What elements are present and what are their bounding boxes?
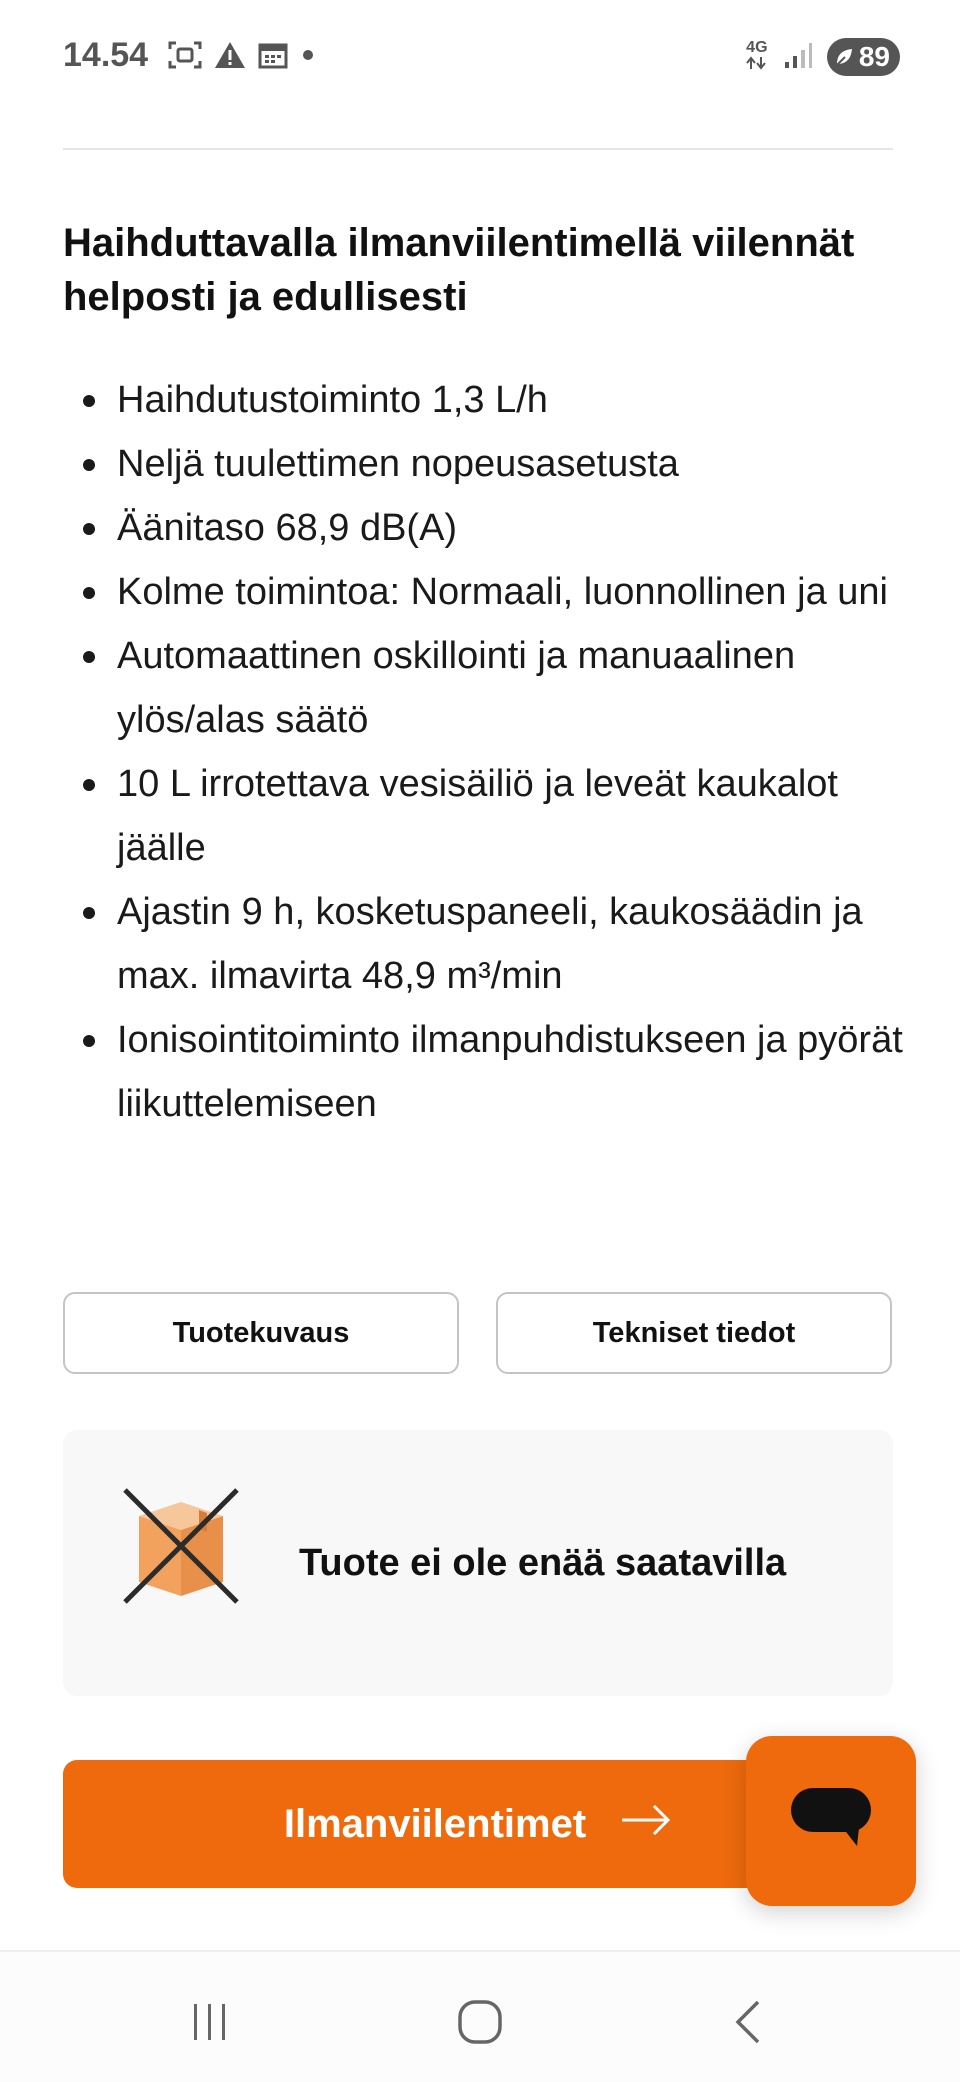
home-icon (456, 1998, 504, 2051)
cta-label: Ilmanviilentimet (283, 1801, 587, 1846)
feature-item: Neljä tuulettimen nopeusasetusta (63, 432, 903, 496)
top-divider (63, 148, 893, 150)
status-system-icons (745, 38, 900, 76)
chat-button[interactable] (746, 1736, 916, 1906)
home-button[interactable] (450, 1996, 510, 2052)
back-button[interactable] (718, 1996, 778, 2052)
unavailable-message: Tuote ei ole enää saatavilla (299, 1542, 787, 1584)
warning-icon (214, 40, 246, 75)
status-time: 14.54 (63, 36, 149, 74)
network-indicator (745, 40, 769, 75)
back-icon (728, 1998, 768, 2051)
feature-list (63, 368, 903, 1136)
recent-apps-icon (188, 2000, 232, 2049)
availability-card (63, 1430, 893, 1696)
feature-item: Äänitaso 68,9 dB(A) (63, 496, 903, 560)
product-description-button[interactable]: Tuotekuvaus (63, 1292, 459, 1374)
recent-apps-button[interactable] (180, 1996, 240, 2052)
signal-icon (783, 40, 813, 75)
technical-details-button[interactable]: Tekniset tiedot (496, 1292, 892, 1374)
system-navigation-bar (0, 1950, 960, 2082)
status-notification-icons (168, 40, 316, 75)
battery-level: 89 (858, 41, 890, 72)
feature-item: Kolme toimintoa: Normaali, luonnollinen ja uni (63, 560, 903, 624)
arrow-right-icon (620, 1802, 672, 1847)
feature-item: Automaattinen oskillointi ja manuaalinen ylös/alas säätö (63, 624, 903, 752)
screenshot-icon (168, 40, 202, 75)
feature-item: Haihdutustoiminto 1,3 L/h (63, 368, 903, 432)
battery-indicator (827, 38, 900, 76)
unavailable-box-icon (119, 1484, 243, 1608)
notification-dot-icon (300, 47, 316, 68)
data-arrows-icon (745, 56, 769, 70)
calendar-icon (258, 40, 288, 75)
feature-item: Ionisointitoiminto ilmanpuhdistukseen ja pyörät liikuttelemiseen (63, 1008, 903, 1136)
feature-item: Ajastin 9 h, kosketuspaneeli, kaukosäädin ja max. ilmavirta 48,9 m³/min (63, 880, 903, 1008)
chat-bubble-icon (789, 1784, 873, 1859)
status-bar (0, 0, 960, 110)
battery-saver-leaf-icon (833, 46, 855, 68)
feature-item: 10 L irrotettava vesisäiliö ja leveät kaukalot jäälle (63, 752, 903, 880)
network-type-label: 4G (746, 38, 768, 56)
section-heading: Haihduttavalla ilmanviilentimellä viilennät helposti ja edullisesti (63, 221, 855, 319)
